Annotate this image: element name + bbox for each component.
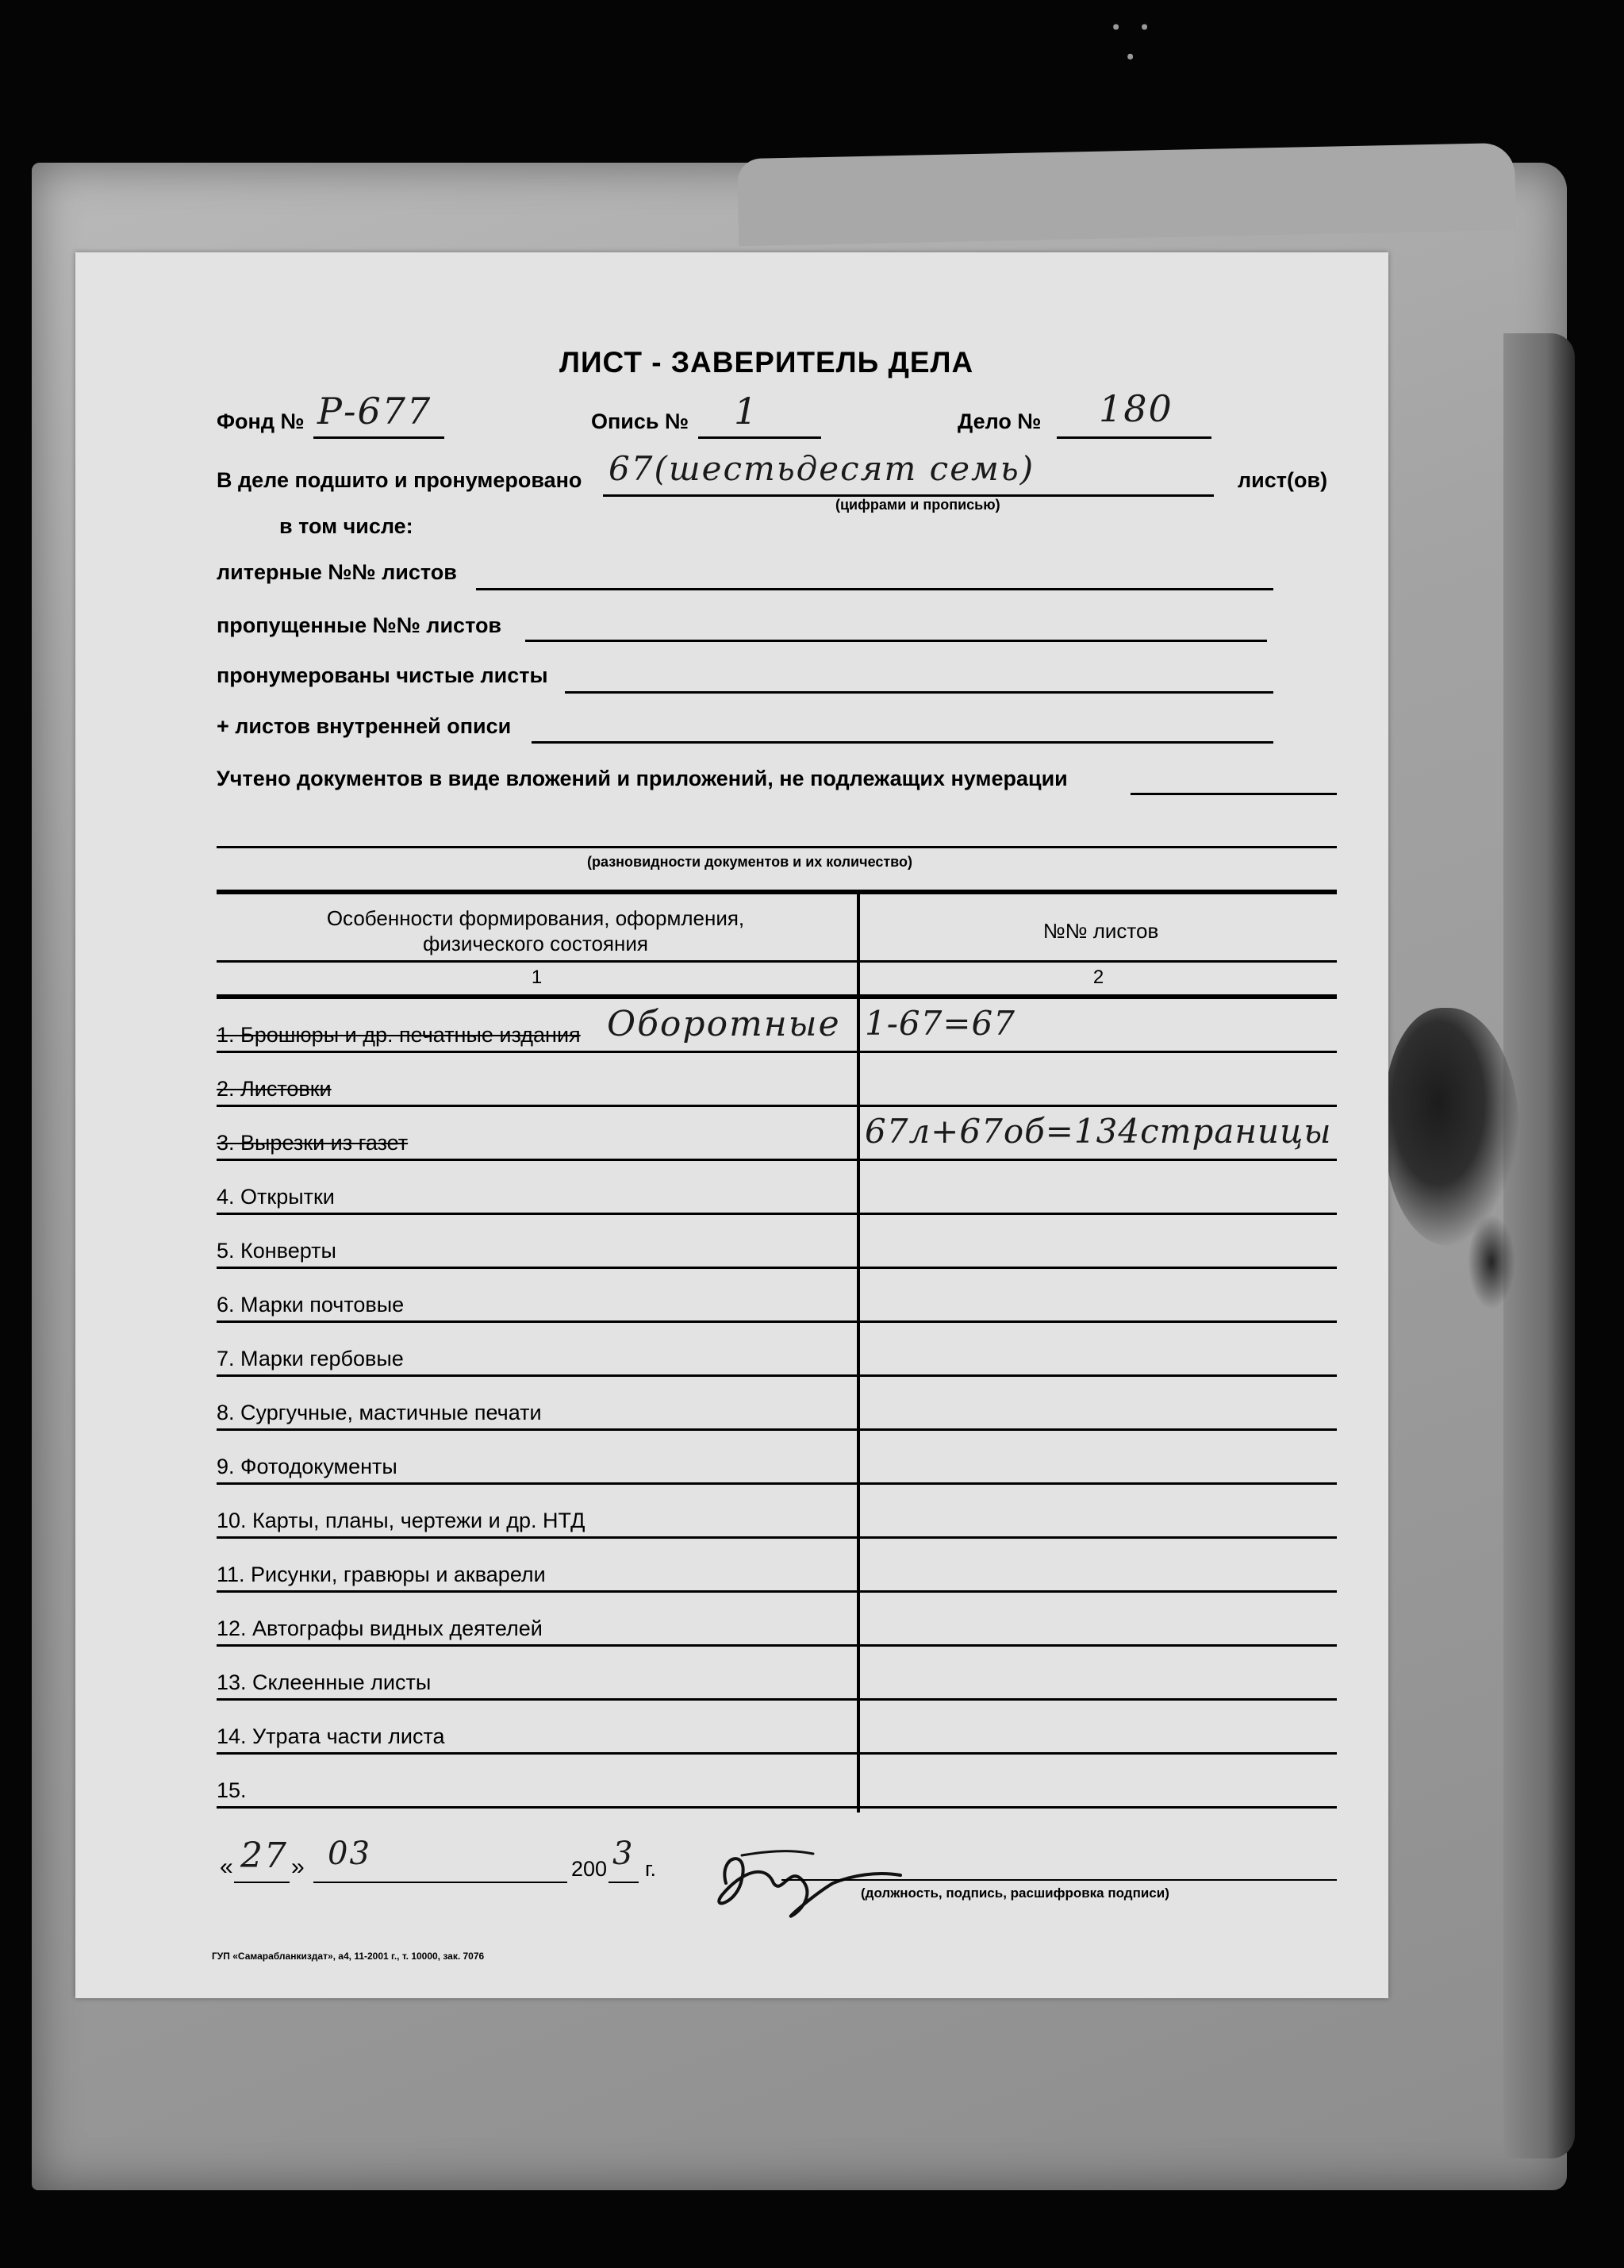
attachments-line2 <box>217 846 1337 848</box>
table-row-rule <box>217 1536 1337 1539</box>
table-top-rule <box>217 890 1337 894</box>
inner-underline <box>532 741 1273 744</box>
ink-stain-small <box>1468 1214 1515 1309</box>
table-row-rule <box>217 1806 1337 1809</box>
table-row-label: 9. Фотодокументы <box>217 1455 397 1478</box>
table-row-rule <box>217 1159 1337 1161</box>
col1-header: Особенности формирования, оформления, физического состояния <box>326 906 745 955</box>
sewn-label: В деле подшито и пронумеровано <box>217 468 582 492</box>
sewn-suffix: лист(ов) <box>1238 468 1328 492</box>
table-row-label: 5. Конверты <box>217 1239 336 1263</box>
delo-underline <box>1057 436 1211 439</box>
handwritten-signature <box>694 1839 932 1927</box>
table-row-label: 13. Склеенные листы <box>217 1670 432 1694</box>
date-quote-close: » <box>291 1854 305 1880</box>
sewn-value: 67(шестьдесят семь) <box>609 449 1035 488</box>
date-quote-open: « <box>220 1854 233 1880</box>
table-row-note: Оборотные <box>607 1004 841 1044</box>
table-row-label: 14. Утрата части листа <box>217 1724 445 1748</box>
inner-label: + листов внутренней описи <box>217 714 512 738</box>
table-row-rule <box>217 1105 1337 1107</box>
table-row-rule <box>217 1267 1337 1269</box>
date-day: 27 <box>240 1836 288 1876</box>
sewn-hint: (цифрами и прописью) <box>835 497 1000 513</box>
table-row-label: 6. Марки почтовые <box>217 1293 405 1317</box>
year-unit: г. <box>645 1857 657 1881</box>
table-row-label: 7. Марки гербовые <box>217 1347 404 1370</box>
including-label: в том числе: <box>279 514 413 538</box>
opis-underline <box>698 436 821 439</box>
table-row-label: 12. Автографы видных деятелей <box>217 1616 543 1640</box>
folder-top-flap <box>737 143 1516 246</box>
col2-header: №№ листов <box>1042 919 1159 943</box>
col1-number: 1 <box>531 967 543 988</box>
col2-number: 2 <box>1092 967 1104 988</box>
page-title: ЛИСТ - ЗАВЕРИТЕЛЬ ДЕЛА <box>559 346 974 379</box>
year-prefix: 200 <box>571 1857 608 1881</box>
fond-value: Р-677 <box>317 390 432 432</box>
table-row-label: 2. Листовки <box>217 1077 332 1101</box>
corner-mark-icon: ⸪ <box>1111 15 1150 71</box>
table-row-sheets: 1-67=67 <box>865 1004 1015 1043</box>
skipped-underline <box>525 640 1267 642</box>
table-row-label: 8. Сургучные, мастичные печати <box>217 1401 542 1424</box>
month-underline <box>313 1882 567 1883</box>
table-row-rule <box>217 1590 1337 1593</box>
literal-underline <box>476 588 1273 590</box>
table-row-label: 1. Брошюры и др. печатные издания <box>217 1023 581 1047</box>
table-row-sheets: 67л+67об=134страницы <box>865 1112 1332 1151</box>
signer-underline <box>781 1879 1337 1881</box>
opis-value: 1 <box>734 390 759 432</box>
header-rule <box>217 960 1337 963</box>
table-row-rule <box>217 1644 1337 1647</box>
year-underline <box>609 1882 639 1883</box>
fond-underline <box>313 436 444 439</box>
fond-label: Фонд № <box>217 409 305 433</box>
table-row-label: 4. Открытки <box>217 1185 335 1209</box>
table-row-label: 3. Вырезки из газет <box>217 1131 409 1155</box>
attachments-label: Учтено документов в виде вложений и приложений, не подлежащих нумерации <box>217 767 1068 790</box>
table-row-rule <box>217 1752 1337 1755</box>
delo-value: 180 <box>1099 387 1173 430</box>
table-row-rule <box>217 1213 1337 1215</box>
year-suffix: 3 <box>612 1836 635 1872</box>
table-row-rule <box>217 1374 1337 1377</box>
header-bottom-rule <box>217 994 1337 999</box>
day-underline <box>234 1882 290 1883</box>
table-row-label: 15. <box>217 1778 247 1802</box>
skipped-label: пропущенные №№ листов <box>217 613 502 637</box>
table-row-rule <box>217 1428 1337 1431</box>
literal-label: литерные №№ листов <box>217 560 457 584</box>
table-row-label: 11. Рисунки, гравюры и акварели <box>217 1563 546 1586</box>
blank-label: пронумерованы чистые листы <box>217 663 548 687</box>
attachments-underline <box>1131 793 1337 795</box>
table-row-rule <box>217 1482 1337 1485</box>
opis-label: Опись № <box>591 409 689 433</box>
date-month: 03 <box>328 1836 371 1872</box>
table-row-rule <box>217 1051 1337 1053</box>
table-row-rule <box>217 1320 1337 1323</box>
printer-note: ГУП «Самарабланкиздат», а4, 11-2001 г., т. 10000, зак. 7076 <box>212 1951 485 1962</box>
signer-hint: (должность, подпись, расшифровка подписи) <box>861 1886 1169 1901</box>
certification-sheet <box>75 252 1388 1998</box>
attachments-hint: (разновидности документов и их количество) <box>587 854 912 870</box>
delo-label: Дело № <box>958 409 1042 433</box>
table-column-divider <box>857 890 860 1812</box>
blank-underline <box>565 691 1273 694</box>
table-row-label: 10. Карты, планы, чертежи и др. НТД <box>217 1509 585 1532</box>
table-row-rule <box>217 1698 1337 1701</box>
